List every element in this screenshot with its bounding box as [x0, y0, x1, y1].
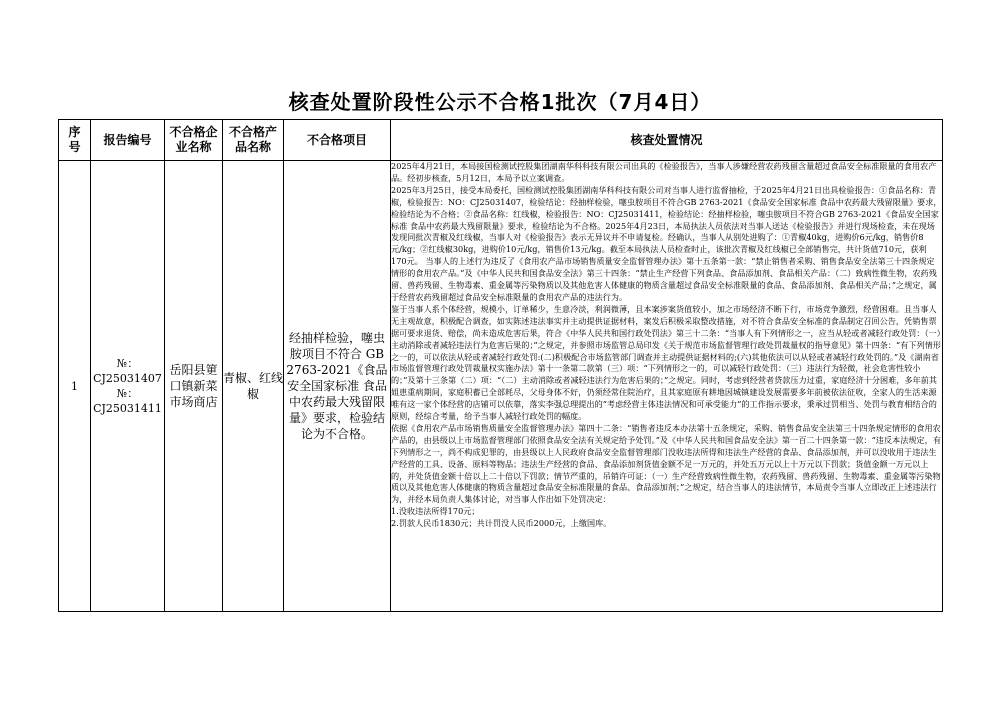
- header-disposal: 核查处置情况: [391, 120, 943, 161]
- page-title: 核查处置阶段性公示不合格1批次（7月4日）: [288, 90, 712, 114]
- row-enterprise: 岳阳县筻口镇新菜市场商店: [165, 161, 223, 612]
- row-disposal-details: [391, 161, 943, 612]
- table-row: [59, 161, 943, 612]
- row-failed-item: 经抽样检验，噻虫胺项目不符合 GB 2763-2021《食品安全国家标准 食品中农药最大残留限量》要求，检验结论为不合格。: [284, 161, 391, 612]
- detail-paragraph: 1.没收违法所得170元；: [391, 506, 480, 517]
- report-code-label: №：: [116, 387, 139, 400]
- detail-paragraph: 2025年3月25日，接受本局委托，国检测试控股集团湖南华科科技有限公司对当事人进行监督抽检，于2025年4月21日出具检验报告：①食品名称：青椒，检验报告：NO：CJ25031407，检验结论：经抽样检验，噻虫胺项目不符合GB 2763-2021《食品安全国家标准 食品中农药最大残留限量》要求，检验结论为不合格；②食品名称：红线椒，检验报告：NO：CJ25031411，检验结论：经抽样检验，噻虫胺项目不符合GB 2763-2021《食品安全国家标准 食品中农药最大残留限量》要求，检验结论为不合格。2025年4月23日，本局执法人员依法对当事人送达《检验报告》并进行现场检查，未在现场发现同批次青椒及红线椒，当事人对《检验报告》表示无异议并不申请复检。经确认，当事人从别处进购了：①青椒40kg，进购价6元/kg，销售价8元/kg；②红线椒30kg，进购价10元/kg，销售价13元/kg。截至本局执法人员检查时止，该批次青椒及红线椒已全部销售完，共计货值710元，获利170元。 当事人的上述行为违反了《食用农产品市场销售质量安全监督管理办法》第十五条第一款：“禁止销售者采购、销售食品安全法第三十四条规定情形的食用农产品。”及《中华人民共和国食品安全法》第三十四条：“禁止生产经营下列食品、食品添加剂、食品相关产品：（二）致病性微生物，农药残留、兽药残留、生物毒素、重金属等污染物质以及其他危害人体健康的物质含量超过食品安全标准限量的食品、食品添加剂、食品相关产品；”之规定，属于经营农药残留超过食品安全标准限量的食用农产品的违法行为。: [391, 184, 942, 302]
- detail-paragraph: 2025年4月21日，本局接国检测试控股集团湖南华科科技有限公司出具的《检验报告》，当事人涉嫌经营农药残留含量超过食品安全标准限量的食用农产品。经初步核查，5月12日，本局予以立案调查。: [391, 161, 937, 183]
- detail-paragraph: 鉴于当事人系个体经营，规模小，订单稀少，生意冷淡，利润微薄，且本案涉案货值较小，加之市场经济不断下行，市场竞争激烈，经营困难。且当事人无主观故意，积极配合调查，如实陈述违法事实并主动提供证据材料，案发后积极采取整改措施，对不符合食品安全标准的食品制定召回公告，凭销售票据可要求退货、赔偿，尚未造成危害后果，符合《中华人民共和国行政处罚法》第三十二条：“当事人有下列情形之一，应当从轻或者减轻行政处罚：（一）主动消除或者减轻违法行为危害后果的；”之规定，并参照市场监管总局印发《关于规范市场监督管理行政处罚裁量权的指导意见》第十四条：“有下列情形之一的，可以依法从轻或者减轻行政处罚:(二)积极配合市场监管部门调查并主动提供证据材料的;(六)其他依法可以从轻或者减轻行政处罚的。”及《湖南省市场监督管理行政处罚裁量权实施办法》第十一条第二款第（三）项：“下列情形之一的，可以减轻行政处罚：（三）违法行为轻微，社会危害性较小的；”及第十三条第（二）项：“（二）主动消除或者减轻违法行为危害后果的；”之规定。同时，考虑到经营者贷款压力过重，家庭经济十分困难，多年前其姐患重病期间，家庭积蓄已全部耗尽，父母身体不好，仍须经常住院治疗，且其家庭原有耕地因城镇建设发展需要多年前被依法征收，全家人的生活来源唯有这一家个体经营的店铺可以依靠，落实李强总理提出的“考虑经营主体违法情况和可承受能力”的工作指示要求，秉承过罚相当、处罚与教育相结合的原则，经综合考量，给予当事人减轻行政处罚的幅度。: [391, 303, 941, 422]
- table-header-row: [59, 120, 943, 161]
- row-product: 青椒、红线椒: [223, 161, 284, 612]
- row-seq: 1: [59, 161, 91, 612]
- detail-paragraph: 依据《食用农产品市场销售质量安全监督管理办法》第四十二条：“销售者违反本办法第十五条规定，采购、销售食品安全法第三十四条规定情形的食用农产品的，由县级以上市场监督管理部门依照食品安全法有关规定给予处罚。”及《中华人民共和国食品安全法》第一百二十四条第一款：“违反本法规定，有下列情形之一，尚不构成犯罪的，由县级以上人民政府食品安全监督管理部门没收违法所得和违法生产经营的食品、食品添加剂，并可以没收用于违法生产经营的工具、设备、原料等物品；违法生产经营的食品、食品添加剂货值金额不足一万元的，并处五万元以上十万元以下罚款；货值金额一万元以上的，并处货值金额十倍以上二十倍以下罚款；情节严重的，吊销许可证：（一）生产经营致病性微生物，农药残留、兽药残留、生物毒素、重金属等污染物质以及其他危害人体健康的物质含量超过食品安全标准限量的食品、食品添加剂；”之规定，结合当事人的违法情节，本局责令当事人立即改正上述违法行为，并经本局负责人集体讨论，对当事人作出如下处罚决定：: [391, 422, 941, 505]
- disposal-table: [58, 119, 943, 612]
- report-code-value: CJ25031411: [93, 402, 162, 415]
- detail-paragraph: 2.罚款人民币1830元；共计罚没人民币2000元，上缴国库。: [391, 518, 612, 529]
- header-product: 不合格产品名称: [223, 120, 284, 161]
- header-enterprise: 不合格企业名称: [165, 120, 223, 161]
- header-report-code: 报告编号: [91, 120, 165, 161]
- row-report-codes: [91, 161, 165, 612]
- header-seq: 序号: [59, 120, 91, 161]
- report-code-label: №：: [116, 357, 139, 370]
- header-item: 不合格项目: [284, 120, 391, 161]
- report-code-value: CJ25031407: [93, 372, 162, 385]
